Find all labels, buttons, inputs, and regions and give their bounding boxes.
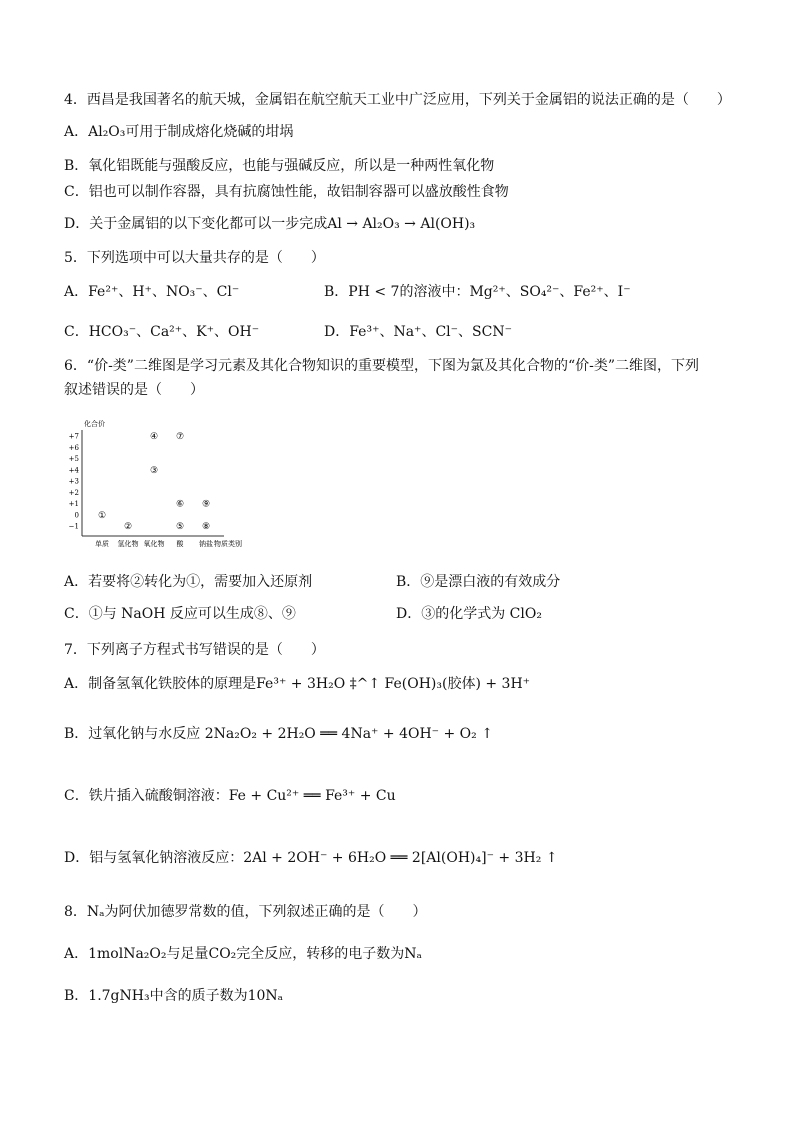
chart-point: ⑥ <box>175 499 185 510</box>
q7-option-a: A．制备氢氧化铁胶体的原理是Fe³⁺ + 3H₂O ‡^↑ Fe(OH)₃(胶体) + 3H⁺ <box>64 676 531 692</box>
q7-option-d: D．铝与氢氧化钠溶液反应：2Al + 2OH⁻ + 6H₂O ══ 2[Al(OH)₄]⁻ + 3H₂ ↑ <box>64 850 558 866</box>
chart-x-tick: 酸 <box>176 540 184 548</box>
q4-option-c: C．铝也可以制作容器，具有抗腐蚀性能，故铝制容器可以盛放酸性食物 <box>64 184 509 200</box>
q5-option-b: B．PH < 7的溶液中：Mg²⁺、SO₄²⁻、Fe²⁺、I⁻ <box>324 284 631 300</box>
chart-x-tick: 钠盐 <box>199 540 213 548</box>
chart-point: ⑦ <box>175 432 185 442</box>
chart-y-tick: +2 <box>68 488 79 497</box>
q6-option-c: C．①与 NaOH 反应可以生成⑧、⑨ <box>64 606 296 622</box>
q4-option-a: A．Al₂O₃可用于制成熔化烧碱的坩埚 <box>64 124 294 140</box>
chart-x-tick: 单质 <box>95 540 109 548</box>
chart-point: ④ <box>149 432 159 442</box>
valence-class-chart <box>64 412 254 562</box>
q6-stem-line1: 6．“价-类”二维图是学习元素及其化合物知识的重要模型，下图为氯及其化合物的“价-类”二维图，下列 <box>64 358 699 374</box>
chart-x-label: 物质类别 <box>214 540 242 548</box>
chart-point: ⑨ <box>201 499 211 510</box>
q4-option-d: D．关于金属铝的以下变化都可以一步完成Al → Al₂O₃ → Al(OH)₃ <box>64 216 476 232</box>
chart-point: ③ <box>149 465 159 476</box>
chart-y-tick: +7 <box>68 432 79 441</box>
chart-y-label: 化合价 <box>84 420 105 428</box>
q8-stem: 8．Nₐ为阿伏加德罗常数的值，下列叙述正确的是（ ） <box>64 904 427 920</box>
q5-option-c: C．HCO₃⁻、Ca²⁺、K⁺、OH⁻ <box>64 324 260 340</box>
q6-stem-line2: 叙述错误的是（ ） <box>64 382 204 398</box>
q5-option-d: D．Fe³⁺、Na⁺、Cl⁻、SCN⁻ <box>324 324 512 340</box>
chart-y-tick: +4 <box>68 466 79 475</box>
q5-stem: 5．下列选项中可以大量共存的是（ ） <box>64 250 325 266</box>
q6-option-d: D．③的化学式为 ClO₂ <box>396 606 542 622</box>
chart-x-tick: 氧化物 <box>143 540 165 548</box>
q6-option-b: B．⑨是漂白液的有效成分 <box>396 574 561 590</box>
q4-option-b: B．氧化铝既能与强酸反应，也能与强碱反应，所以是一种两性氧化物 <box>64 158 495 174</box>
q5-option-a: A．Fe²⁺、H⁺、NO₃⁻、Cl⁻ <box>64 284 240 300</box>
q7-stem: 7．下列离子方程式书写错误的是（ ） <box>64 642 325 658</box>
q4-stem: 4．西昌是我国著名的航天城，金属铝在航空航天工业中广泛应用，下列关于金属铝的说法正确的是（ ） <box>64 92 731 108</box>
q8-option-b: B．1.7gNH₃中含的质子数为10Nₐ <box>64 988 284 1004</box>
q7-option-c: C．铁片插入硫酸铜溶液：Fe + Cu²⁺ ══ Fe³⁺ + Cu <box>64 788 396 804</box>
chart-y-tick: +3 <box>68 477 79 486</box>
q6-option-a: A．若要将②转化为①，需要加入还原剂 <box>64 574 313 590</box>
chart-point: ① <box>97 510 107 521</box>
chart-y-tick: +1 <box>68 500 79 508</box>
chart-y-tick: 0 <box>74 511 79 520</box>
chart-y-tick: +5 <box>68 455 79 463</box>
chart-point: ⑧ <box>201 522 211 532</box>
chart-x-tick: 氢化物 <box>117 540 139 548</box>
q7-option-b: B．过氧化钠与水反应 2Na₂O₂ + 2H₂O ══ 4Na⁺ + 4OH⁻ + O₂ ↑ <box>64 726 493 742</box>
chart-point: ② <box>123 522 133 532</box>
chart-y-tick: −1 <box>68 522 79 531</box>
chart-point: ⑤ <box>175 522 185 532</box>
chart-y-tick: +6 <box>68 443 79 452</box>
q8-option-a: A．1molNa₂O₂与足量CO₂完全反应，转移的电子数为Nₐ <box>64 946 422 962</box>
